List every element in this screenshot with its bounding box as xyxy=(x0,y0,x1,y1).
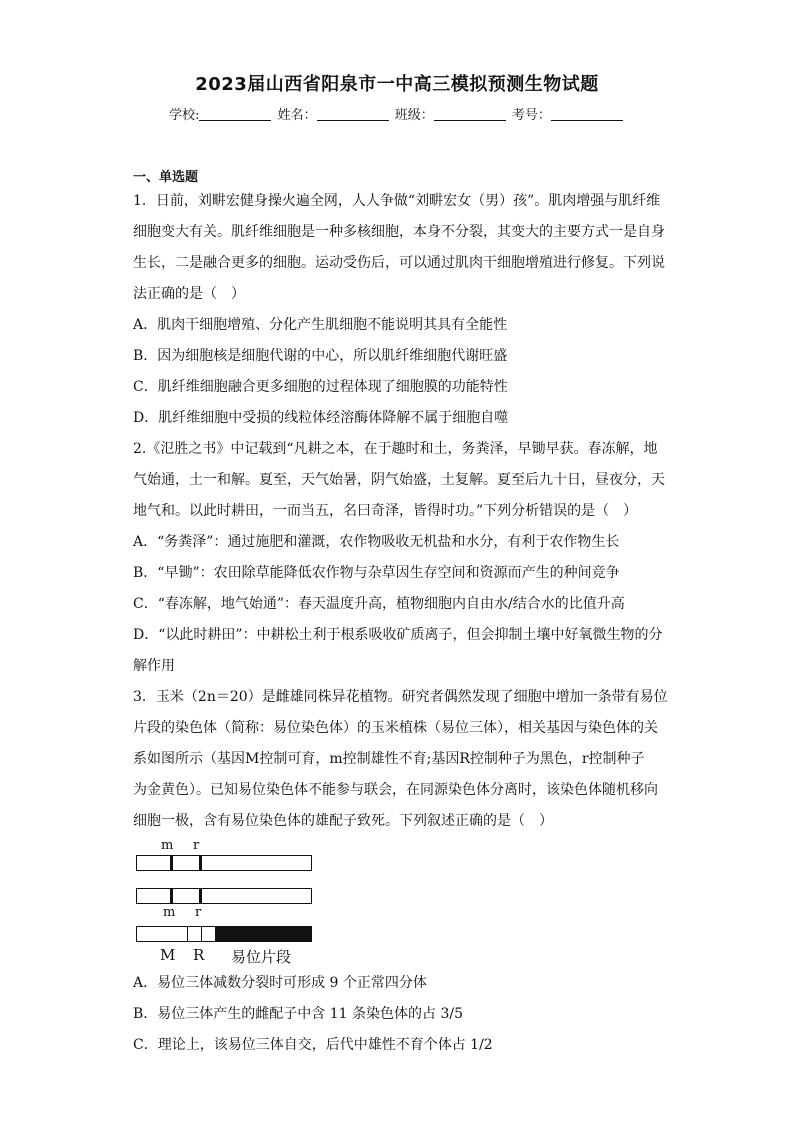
q3-option-b: B．易位三体产生的雌配子中含 11 条染色体的占 3/5 xyxy=(133,1006,463,1022)
school-label: 学校: xyxy=(169,108,200,123)
gene-band-r-1 xyxy=(199,856,202,870)
q2-option-b: B．“早锄”：农田除草能降低农作物与杂草因生存空间和资源而产生的种间竞争 xyxy=(133,565,620,581)
class-blank[interactable] xyxy=(434,108,506,121)
q2-line-2: 气始通，土一和解。夏至，天气始暑，阴气始盛，土复解。夏至后九十日，昼夜分，天 xyxy=(133,472,665,488)
q3-line-5: 细胞一极，含有易位染色体的雄配子致死。下列叙述正确的是（ ） xyxy=(133,813,553,829)
q3-option-c: C．理论上，该易位三体自交，后代中雄性不育个体占 1/2 xyxy=(133,1037,493,1053)
q2-option-d-cont: 解作用 xyxy=(133,658,175,674)
chromosome-2 xyxy=(136,888,312,904)
gene-band-r-2 xyxy=(199,889,202,903)
translocation-segment xyxy=(215,927,312,941)
class-label: 班级： xyxy=(394,108,434,123)
q1-option-b: B．因为细胞核是细胞代谢的中心，所以肌纤维细胞代谢旺盛 xyxy=(133,348,508,364)
q1-option-c: C．肌纤维细胞融合更多细胞的过程体现了细胞膜的功能特性 xyxy=(133,379,508,395)
translocation-segment-label: 易位片段 xyxy=(231,948,292,966)
q3-option-a: A．易位三体减数分裂时可形成 9 个正常四分体 xyxy=(133,975,427,991)
q1-option-d: D．肌纤维细胞中受损的线粒体经溶酶体降解不属于细胞自噬 xyxy=(133,410,509,426)
number-label: 考号： xyxy=(511,108,551,123)
q1-line-1: 1．日前，刘畊宏健身操火遍全网，人人争做“刘畊宏女（男）孩”。肌肉增强与肌纤维 xyxy=(133,193,661,209)
gene-label-r-2: r xyxy=(195,905,202,920)
section-title: 一、单选题 xyxy=(133,170,199,185)
chromosome-3-translocation xyxy=(136,926,312,942)
school-blank[interactable] xyxy=(199,108,271,121)
q3-line-4: 为金黄色）。已知易位染色体不能参与联会，在同源染色体分离时，该染色体随机移向 xyxy=(133,782,658,798)
q2-line-3: 地气和。以此时耕田，一而当五，名曰奇泽，皆得时功。”下列分析错误的是（ ） xyxy=(133,503,638,519)
student-info-row xyxy=(0,104,794,123)
gene-band-m-2 xyxy=(170,889,173,903)
gene-label-r-1: r xyxy=(193,838,200,853)
q1-line-2: 细胞变大有关。肌纤维细胞是一种多核细胞，本身不分裂，其变大的主要方式一是自身 xyxy=(133,224,665,240)
name-blank[interactable] xyxy=(317,108,389,121)
q2-option-c: C．“春冻解，地气始通”：春天温度升高，植物细胞内自由水/结合水的比值升高 xyxy=(133,596,625,612)
gene-band-m-1 xyxy=(170,856,173,870)
q3-line-3: 系如图所示（基因M控制可育，m控制雄性不育;基因R控制种子为黑色，r控制种子 xyxy=(133,751,645,767)
chromosome-diagram xyxy=(133,838,333,968)
number-blank[interactable] xyxy=(551,108,623,121)
q3-line-1: 3．玉米（2n＝20）是雌雄同株异花植物。研究者偶然发现了细胞中增加一条带有易位 xyxy=(133,689,668,705)
chromosome-3-divider-2 xyxy=(201,927,202,941)
name-label: 姓名： xyxy=(277,108,317,123)
page-title: 2023届山西省阳泉市一中高三模拟预测生物试题 xyxy=(195,74,599,95)
gene-label-R: R xyxy=(193,946,205,964)
q2-option-a: A．“务粪泽”：通过施肥和灌溉，农作物吸收无机盐和水分，有利于农作物生长 xyxy=(133,534,620,550)
q1-option-a: A．肌肉干细胞增殖、分化产生肌细胞不能说明其具有全能性 xyxy=(133,317,508,333)
chromosome-1 xyxy=(136,855,312,871)
chromosome-3-divider-1 xyxy=(187,927,188,941)
gene-label-m-2: m xyxy=(163,905,176,920)
q3-line-2: 片段的染色体（简称：易位染色体）的玉米植株（易位三体），相关基因与染色体的关 xyxy=(133,720,658,736)
q2-line-1: 2.《氾胜之书》中记载到“凡耕之本，在于趣时和土，务粪泽，早锄早获。春冻解，地 xyxy=(133,441,658,457)
q1-line-4: 法正确的是（ ） xyxy=(133,286,245,302)
q2-option-d: D．“以此时耕田”：中耕松土利于根系吸收矿质离子，但会抑制土壤中好氧微生物的分 xyxy=(133,627,663,643)
q1-line-3: 生长，二是融合更多的细胞。运动受伤后，可以通过肌肉干细胞增殖进行修复。下列说 xyxy=(133,255,665,271)
gene-label-M: M xyxy=(160,946,176,964)
gene-label-m-1: m xyxy=(161,838,174,853)
